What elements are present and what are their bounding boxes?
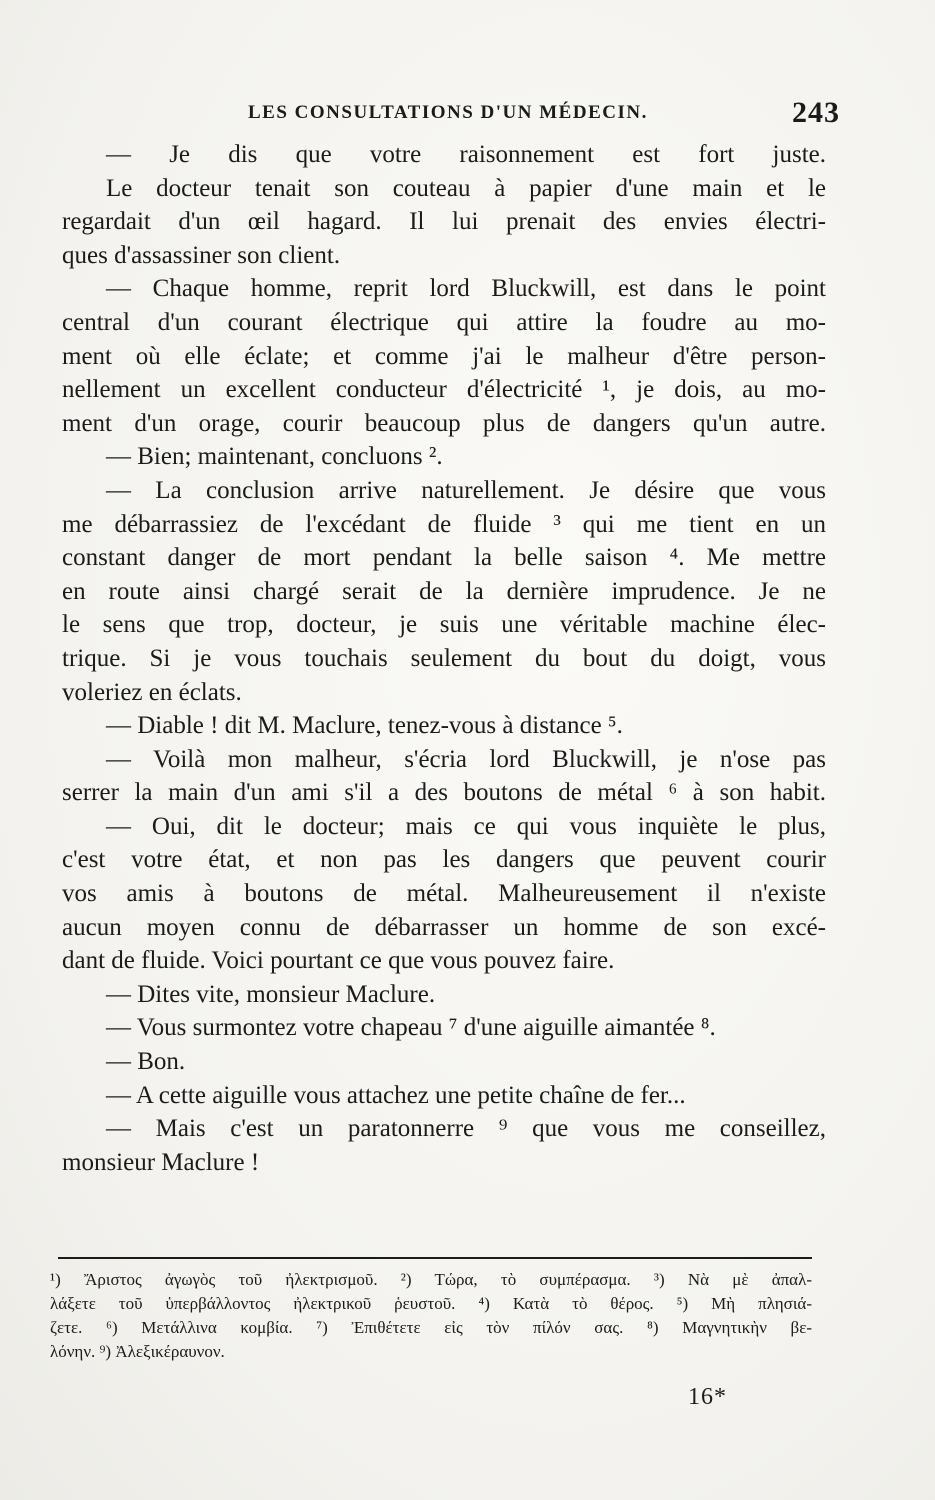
text-line: ment où elle éclate; et comme j'ai le malheur d'être person- bbox=[62, 342, 826, 370]
text-line: voleriez en éclats. bbox=[62, 678, 242, 706]
footnote-line: ¹) Ἄριστος ἀγωγὸς τοῦ ἠλεκτρισμοῦ. ²) Τώρα, τὸ συμπέρασμα. ³) Νὰ μὲ ἀπαλ- bbox=[50, 1270, 812, 1289]
text-line: — Mais c'est un paratonnerre ⁹ que vous me conseillez, bbox=[106, 1115, 826, 1143]
text-line: ment d'un orage, courir beaucoup plus de dangers qu'un autre. bbox=[62, 409, 826, 437]
text-line: — Je dis que votre raisonnement est fort juste. bbox=[106, 141, 826, 168]
footnote-line: λόνην. ⁹) Ἀλεξικέραυνον. bbox=[50, 1342, 225, 1361]
page-number: 243 bbox=[792, 96, 840, 129]
footnotes bbox=[50, 1268, 812, 1364]
text-line: nellement un excellent conducteur d'électricité ¹, je dois, au mo- bbox=[62, 376, 826, 404]
footnote-rule bbox=[58, 1257, 812, 1259]
footnote-line: ζετε. ⁶) Μετάλλινα κομβία. ⁷) Ἐπιθέτετε εἰς τὸν πίλόν σας. ⁸) Μαγνητικὴν βε- bbox=[50, 1318, 812, 1337]
text-line: le sens que trop, docteur, je suis une véritable machine élec- bbox=[62, 611, 826, 639]
text-line: en route ainsi chargé serait de la dernière imprudence. Je ne bbox=[62, 577, 826, 605]
text-line: regardait d'un œil hagard. Il lui prenait des envies électri- bbox=[62, 208, 826, 236]
text-line: dant de fluide. Voici pourtant ce que vous pouvez faire. bbox=[62, 947, 615, 975]
text-line: — A cette aiguille vous attachez une petite chaîne de fer... bbox=[106, 1081, 686, 1109]
main-text bbox=[62, 138, 826, 1179]
text-line: constant danger de mort pendant la belle saison ⁴. Me mettre bbox=[62, 544, 826, 572]
text-line: trique. Si je vous touchais seulement du bout du doigt, vous bbox=[62, 644, 826, 672]
text-line: — Voilà mon malheur, s'écria lord Bluckwill, je n'ose pas bbox=[106, 745, 826, 773]
text-line: — Chaque homme, reprit lord Bluckwill, est dans le point bbox=[106, 275, 826, 303]
text-line: — Vous surmontez votre chapeau ⁷ d'une aiguille aimantée ⁸. bbox=[106, 1014, 716, 1042]
running-head: LES CONSULTATIONS D'UN MÉDECIN. bbox=[248, 102, 648, 123]
text-line: me débarrassiez de l'excédant de fluide ³ qui me tient en un bbox=[62, 510, 826, 538]
footnote-line: λάξετε τοῦ ὑπερβάλλοντος ἠλεκτρικοῦ ῥευστοῦ. ⁴) Κατὰ τὸ θέρος. ⁵) Μὴ πλησιά- bbox=[50, 1294, 812, 1313]
text-line: vos amis à boutons de métal. Malheureusement il n'existe bbox=[62, 880, 826, 908]
text-line: aucun moyen connu de débarrasser un homme de son excé- bbox=[62, 913, 826, 941]
text-line: serrer la main d'un ami s'il a des boutons de métal ⁶ à son habit. bbox=[62, 779, 826, 807]
text-line: Le docteur tenait son couteau à papier d'une main et le bbox=[106, 174, 826, 202]
text-line: — Diable ! dit M. Maclure, tenez-vous à distance ⁵. bbox=[106, 712, 623, 740]
page-header bbox=[60, 96, 840, 136]
text-line: — La conclusion arrive naturellement. Je désire que vous bbox=[106, 476, 826, 504]
text-line: c'est votre état, et non pas les dangers que peuvent courir bbox=[62, 846, 826, 874]
signature-mark: 16* bbox=[688, 1384, 727, 1410]
text-line: ques d'assassiner son client. bbox=[62, 241, 341, 269]
text-line: — Dites vite, monsieur Maclure. bbox=[106, 980, 436, 1008]
text-line: central d'un courant électrique qui attire la foudre au mo- bbox=[62, 308, 826, 336]
text-line: — Bien; maintenant, concluons ². bbox=[106, 443, 443, 471]
text-line: monsieur Maclure ! bbox=[62, 1148, 260, 1176]
text-line: — Oui, dit le docteur; mais ce qui vous inquiète le plus, bbox=[106, 812, 826, 840]
text-line: — Bon. bbox=[106, 1048, 186, 1076]
